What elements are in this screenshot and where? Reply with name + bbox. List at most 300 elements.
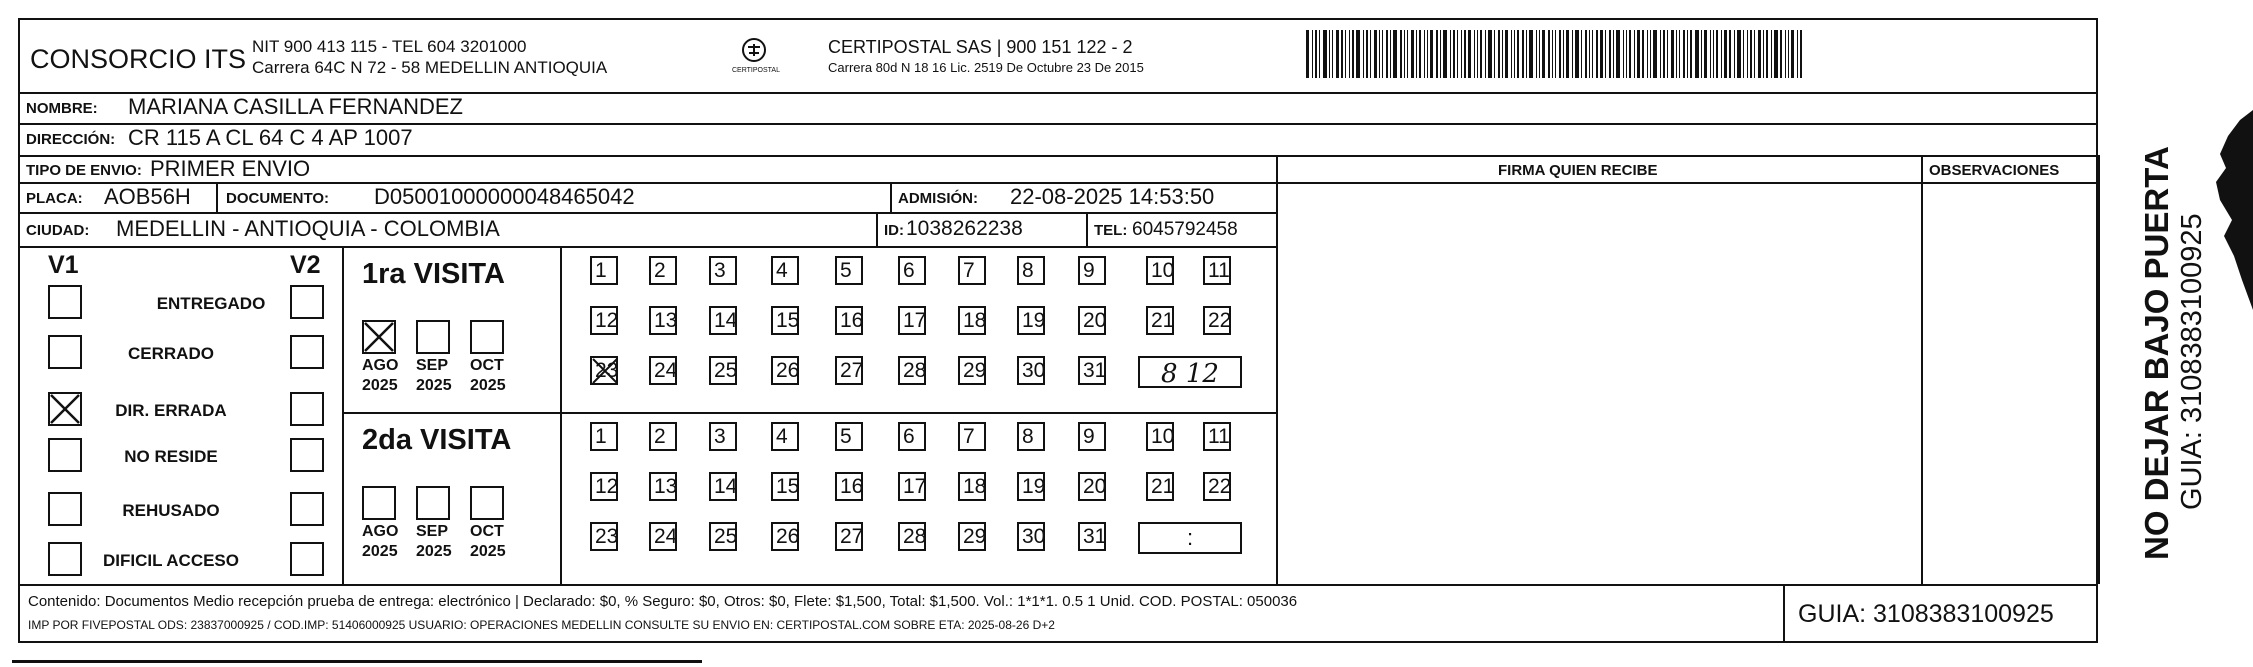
direccion-value: CR 115 A CL 64 C 4 AP 1007 <box>128 125 413 150</box>
day-number: 9 <box>1083 425 1095 448</box>
admision-value: 22-08-2025 14:53:50 <box>1010 184 1215 209</box>
barcode-bar <box>1382 30 1383 78</box>
day-number: 27 <box>840 359 864 382</box>
day-box[interactable] <box>835 422 863 451</box>
barcode-bar <box>1464 30 1466 78</box>
barcode-bar <box>1750 30 1752 78</box>
barcode-bar <box>1522 30 1524 78</box>
day-box[interactable] <box>1017 306 1045 335</box>
day-number: 12 <box>595 309 619 332</box>
day-box[interactable] <box>1017 356 1045 385</box>
day-box[interactable] <box>771 472 799 501</box>
id-value: 1038262238 <box>906 217 1023 240</box>
barcode-bar <box>1566 30 1569 78</box>
barcode-bar <box>1713 30 1714 78</box>
barcode-bar <box>1609 30 1611 78</box>
day-box[interactable] <box>1146 306 1174 335</box>
barcode-bar <box>1763 30 1764 78</box>
barcode-bar <box>1585 30 1587 78</box>
barcode-bar <box>1366 30 1368 78</box>
month-checkbox[interactable] <box>416 486 450 520</box>
v2-checkbox[interactable] <box>290 285 324 319</box>
day-number: 30 <box>1022 359 1046 382</box>
year-label: 2025 <box>416 543 452 560</box>
certipostal-logo <box>726 36 782 80</box>
placa-value: AOB56H <box>104 184 191 209</box>
barcode-bar <box>1505 30 1508 78</box>
barcode-bar <box>1511 30 1512 78</box>
barcode-bar <box>1647 30 1648 78</box>
day-box[interactable] <box>1078 522 1106 551</box>
barcode-bar <box>1771 30 1772 78</box>
day-box[interactable] <box>709 306 737 335</box>
barcode-bar <box>1589 30 1590 78</box>
barcode-bar <box>1502 30 1503 78</box>
day-number: 30 <box>1022 525 1046 548</box>
barcode-bar <box>1477 30 1478 78</box>
barcode-bar <box>1695 30 1699 78</box>
certipostal-address: Carrera 80d N 18 16 Lic. 2519 De Octubre 23 De 2015 <box>828 60 1144 75</box>
tel-label: TEL: <box>1094 222 1128 239</box>
tipo-envio-label: TIPO DE ENVIO: <box>26 162 142 179</box>
divider <box>1276 155 1278 584</box>
barcode-bar <box>1419 30 1421 78</box>
day-box[interactable] <box>709 356 737 385</box>
day-box[interactable] <box>649 522 677 551</box>
day-box[interactable] <box>709 422 737 451</box>
barcode-bar <box>1349 30 1350 78</box>
day-box[interactable] <box>1078 472 1106 501</box>
barcode-bar <box>1424 30 1425 78</box>
documento-value: D05001000000048465042 <box>374 184 635 209</box>
day-number: 9 <box>1083 259 1095 282</box>
day-box[interactable] <box>1078 306 1106 335</box>
day-box[interactable] <box>709 472 737 501</box>
barcode-bar <box>1623 30 1624 78</box>
day-box[interactable] <box>835 472 863 501</box>
day-number: 10 <box>1151 425 1175 448</box>
v2-checkbox[interactable] <box>290 392 324 426</box>
day-number: 16 <box>840 309 864 332</box>
day-box[interactable] <box>898 306 926 335</box>
day-box[interactable] <box>771 256 799 285</box>
barcode-bar <box>1637 30 1640 78</box>
barcode-bar <box>1710 30 1711 78</box>
barcode-bar <box>1390 30 1391 78</box>
barcode-bar <box>1514 30 1515 78</box>
status-option-label: NO RESIDE <box>124 447 218 466</box>
barcode-bar <box>1319 30 1320 78</box>
day-number: 13 <box>654 309 678 332</box>
day-box[interactable] <box>1146 422 1174 451</box>
barcode-bar <box>1605 30 1606 78</box>
divider <box>876 212 878 246</box>
barcode-bar <box>1542 30 1545 78</box>
day-number: 21 <box>1151 475 1175 498</box>
barcode-bar <box>1671 30 1674 78</box>
year-label: 2025 <box>416 377 452 394</box>
barcode-bar <box>1734 30 1735 78</box>
day-number: 25 <box>714 359 738 382</box>
barcode-bar <box>1411 30 1414 78</box>
day-number: 8 <box>1022 259 1034 282</box>
barcode-bar <box>1427 30 1428 78</box>
day-number: 15 <box>776 475 800 498</box>
barcode-bar <box>1539 30 1540 78</box>
day-number: 2 <box>654 259 666 282</box>
v2-checkbox[interactable] <box>290 492 324 526</box>
barcode-bar <box>1613 30 1614 78</box>
day-number: 13 <box>654 475 678 498</box>
year-label: 2025 <box>362 543 398 560</box>
day-number: 15 <box>776 309 800 332</box>
month-checkbox[interactable] <box>470 486 504 520</box>
day-number: 3 <box>714 259 726 282</box>
day-number: 27 <box>840 525 864 548</box>
day-box[interactable] <box>1146 472 1174 501</box>
ciudad-value: MEDELLIN - ANTIOQUIA - COLOMBIA <box>116 216 500 241</box>
day-box[interactable] <box>958 422 986 451</box>
barcode-bar <box>1332 30 1333 78</box>
barcode-bar <box>1526 30 1527 78</box>
day-number: 20 <box>1083 475 1107 498</box>
day-box[interactable] <box>898 522 926 551</box>
barcode-bar <box>1679 30 1680 78</box>
month-checkbox[interactable] <box>362 320 396 354</box>
month-label: SEP <box>416 523 449 540</box>
day-number: 8 <box>1022 425 1034 448</box>
day-box[interactable] <box>1017 256 1045 285</box>
month-checkbox[interactable] <box>416 320 450 354</box>
barcode-bar <box>1774 30 1778 78</box>
scan-line <box>12 660 702 663</box>
day-box[interactable] <box>590 356 618 385</box>
barcode-bar <box>1780 30 1782 78</box>
barcode-bar <box>1626 30 1627 78</box>
barcode-bar <box>1400 30 1402 78</box>
placa-label: PLACA: <box>26 190 83 207</box>
barcode-bar <box>1356 30 1360 78</box>
day-box[interactable] <box>771 306 799 335</box>
month-label: OCT <box>470 357 504 374</box>
day-number: 31 <box>1083 525 1107 548</box>
barcode-bar <box>1729 30 1731 78</box>
month-checkbox[interactable] <box>362 486 396 520</box>
day-box[interactable] <box>958 256 986 285</box>
day-box[interactable] <box>1017 472 1045 501</box>
day-box[interactable] <box>1078 422 1106 451</box>
day-number: 25 <box>714 525 738 548</box>
day-number: 10 <box>1151 259 1175 282</box>
day-box[interactable] <box>649 306 677 335</box>
barcode-bar <box>1660 30 1661 78</box>
day-box[interactable] <box>958 356 986 385</box>
barcode-bar <box>1450 30 1451 78</box>
day-number: 1 <box>595 259 607 282</box>
barcode-bar <box>1555 30 1556 78</box>
status-option-label: CERRADO <box>128 344 214 363</box>
barcode-bar <box>1517 30 1519 78</box>
barcode-bar <box>1758 30 1761 78</box>
month-label: SEP <box>416 357 449 374</box>
day-box[interactable] <box>898 422 926 451</box>
barcode-bar <box>1683 30 1685 78</box>
day-number: 7 <box>963 259 975 282</box>
day-number: 11 <box>1208 425 1230 448</box>
v1-label: V1 <box>48 251 79 279</box>
barcode-bar <box>1634 30 1635 78</box>
barcode-bar <box>1572 30 1573 78</box>
status-option-label: DIFICIL ACCESO <box>102 551 239 570</box>
day-box[interactable] <box>835 356 863 385</box>
divider <box>18 246 1276 248</box>
barcode-bar <box>1386 30 1388 78</box>
visit-title: 2da VISITA <box>362 424 512 456</box>
day-number: 23 <box>595 359 619 382</box>
day-number: 12 <box>595 475 619 498</box>
day-number: 17 <box>903 309 927 332</box>
barcode-bar <box>1721 30 1722 78</box>
barcode-bar <box>1488 30 1492 78</box>
day-box[interactable] <box>1017 522 1045 551</box>
month-checkbox[interactable] <box>470 320 504 354</box>
barcode-bar <box>1800 30 1802 78</box>
hour-box[interactable] <box>1138 356 1242 388</box>
day-number: 5 <box>840 259 852 282</box>
day-box[interactable] <box>1203 422 1231 451</box>
day-box[interactable] <box>649 422 677 451</box>
barcode-bar <box>1797 30 1798 78</box>
barcode-bar <box>1370 30 1371 78</box>
status-option-label: DIR. ERRADA <box>115 401 227 420</box>
certipostal-nit: CERTIPOSTAL SAS | 900 151 122 - 2 <box>828 37 1133 57</box>
barcode-bar <box>1687 30 1688 78</box>
logo-text: CERTIPOSTAL <box>732 67 780 74</box>
day-box[interactable] <box>1017 422 1045 451</box>
barcode-bar <box>1529 30 1533 78</box>
barcode-bar <box>1690 30 1692 78</box>
v2-checkbox[interactable] <box>290 438 324 472</box>
hour-value: 8 12 <box>1161 359 1219 389</box>
company-name: CONSORCIO ITS <box>30 44 247 74</box>
day-number: 18 <box>963 475 987 498</box>
day-box[interactable] <box>1203 306 1231 335</box>
divider <box>890 182 892 212</box>
company-address: Carrera 64C N 72 - 58 MEDELLIN ANTIOQUIA <box>252 58 608 77</box>
day-box[interactable] <box>771 522 799 551</box>
day-box[interactable] <box>835 256 863 285</box>
day-box[interactable] <box>649 472 677 501</box>
barcode-bar <box>1315 30 1317 78</box>
visit-title: 1ra VISITA <box>362 258 505 290</box>
barcode-bar <box>1642 30 1644 78</box>
divider <box>18 155 2098 157</box>
side-guia: GUIA: 3108383100925 <box>2176 213 2208 510</box>
day-number: 1 <box>595 425 607 448</box>
barcode-bar <box>1788 30 1789 78</box>
barcode-bar <box>1596 30 1598 78</box>
year-label: 2025 <box>470 377 506 394</box>
barcode-bar <box>1704 30 1707 78</box>
barcode-bar <box>1461 30 1462 78</box>
day-box[interactable] <box>958 306 986 335</box>
day-number: 28 <box>903 359 927 382</box>
day-number: 4 <box>776 259 788 282</box>
day-box[interactable] <box>1078 356 1106 385</box>
footer-content: Contenido: Documentos Medio recepción prueba de entrega: electrónico | Declarado: $0, % Seguro: $0, Otros: $0, Flete: $1,500, Total: $1,500. Vol.: 1*1*1. 0.5 1 Unid. COD. POSTAL: 050036 <box>28 593 1298 610</box>
barcode-bar <box>1494 30 1495 78</box>
day-number: 6 <box>903 425 915 448</box>
divider <box>216 182 218 212</box>
day-box[interactable] <box>590 256 618 285</box>
day-box[interactable] <box>958 472 986 501</box>
barcode-bar <box>1329 30 1330 78</box>
day-box[interactable] <box>590 522 618 551</box>
day-number: 19 <box>1022 309 1046 332</box>
ciudad-label: CIUDAD: <box>26 222 90 239</box>
nombre-label: NOMBRE: <box>26 100 98 117</box>
day-number: 26 <box>776 525 800 548</box>
barcode-bar <box>1592 30 1593 78</box>
divider <box>342 412 1276 414</box>
company-nit: NIT 900 413 115 - TEL 604 3201000 <box>252 37 527 56</box>
day-box[interactable] <box>835 306 863 335</box>
day-number: 18 <box>963 309 987 332</box>
barcode-bar <box>1474 30 1475 78</box>
nombre-value: MARIANA CASILLA FERNANDEZ <box>128 94 463 119</box>
day-box[interactable] <box>709 256 737 285</box>
no-dejar-bajo-puerta: NO DEJAR BAJO PUERTA <box>2138 146 2175 560</box>
barcode-bar <box>1616 30 1620 78</box>
barcode-bar <box>1563 30 1564 78</box>
hour-value: : <box>1186 525 1194 550</box>
barcode-bar <box>1724 30 1727 78</box>
day-number: 14 <box>714 475 738 498</box>
tipo-envio-value: PRIMER ENVIO <box>150 156 311 181</box>
barcode-bar <box>1404 30 1405 78</box>
barcode-bar <box>1374 30 1377 78</box>
barcode-bar <box>1559 30 1561 78</box>
day-number: 21 <box>1151 309 1175 332</box>
barcode-bar <box>1743 30 1744 78</box>
barcode-bar <box>1393 30 1397 78</box>
v2-checkbox[interactable] <box>290 542 324 576</box>
barcode-bar <box>1468 30 1471 78</box>
barcode-bar <box>1312 30 1313 78</box>
barcode-bar <box>1416 30 1417 78</box>
day-box[interactable] <box>1078 256 1106 285</box>
barcode-bar <box>1548 30 1550 78</box>
barcode-bar <box>1436 30 1438 78</box>
day-box[interactable] <box>590 422 618 451</box>
barcode-bar <box>1629 30 1631 78</box>
day-box[interactable] <box>590 472 618 501</box>
day-number: 23 <box>595 525 619 548</box>
day-box[interactable] <box>1146 256 1174 285</box>
year-label: 2025 <box>470 543 506 560</box>
day-number: 19 <box>1022 475 1046 498</box>
day-number: 24 <box>654 359 678 382</box>
barcode-bar <box>1485 30 1486 78</box>
year-label: 2025 <box>362 377 398 394</box>
day-box[interactable] <box>771 356 799 385</box>
day-number: 22 <box>1208 309 1232 332</box>
barcode-bar <box>1676 30 1677 78</box>
day-box[interactable] <box>649 256 677 285</box>
barcode-bar <box>1716 30 1718 78</box>
day-box[interactable] <box>898 256 926 285</box>
day-number: 5 <box>840 425 852 448</box>
month-label: AGO <box>362 523 399 540</box>
observaciones-label: OBSERVACIONES <box>1929 162 2060 179</box>
month-label: AGO <box>362 357 399 374</box>
id-label: ID: <box>884 222 904 239</box>
day-number: 20 <box>1083 309 1107 332</box>
day-number: 29 <box>963 525 987 548</box>
day-box[interactable] <box>958 522 986 551</box>
barcode-bar <box>1341 30 1343 78</box>
hour-box[interactable] <box>1138 522 1242 554</box>
day-box[interactable] <box>590 306 618 335</box>
day-number: 2 <box>654 425 666 448</box>
day-box[interactable] <box>771 422 799 451</box>
day-box[interactable] <box>898 472 926 501</box>
footer-print-info: IMP POR FIVEPOSTAL ODS: 23837000925 / COD.IMP: 51406000925 USUARIO: OPERACIONES MEDELLIN CONSULTE SU ENVIO EN: CERTIPOSTAL.COM SOBRE ETA: 2025-08-26 D+2 <box>28 618 1055 632</box>
direccion-label: DIRECCIÓN: <box>26 131 116 148</box>
day-number: 29 <box>963 359 987 382</box>
v2-label: V2 <box>290 251 321 279</box>
barcode-bar <box>1600 30 1603 78</box>
barcode-bar <box>1791 30 1794 78</box>
day-box[interactable] <box>1203 472 1231 501</box>
day-box[interactable] <box>898 356 926 385</box>
barcode-bar <box>1552 30 1553 78</box>
day-number: 14 <box>714 309 738 332</box>
day-box[interactable] <box>835 522 863 551</box>
day-number: 7 <box>963 425 975 448</box>
barcode-bar <box>1667 30 1668 78</box>
divider <box>1783 584 1785 643</box>
barcode-bar <box>1766 30 1768 78</box>
barcode-bar <box>1747 30 1748 78</box>
barcode-bar <box>1650 30 1651 78</box>
footer-guia: GUIA: 3108383100925 <box>1798 600 2054 628</box>
barcode-bar <box>1480 30 1482 78</box>
barcode-bar <box>1407 30 1408 78</box>
day-number: 4 <box>776 425 788 448</box>
barcode-bar <box>1785 30 1786 78</box>
divider <box>1921 155 1923 584</box>
day-box[interactable] <box>1203 256 1231 285</box>
divider <box>560 246 562 584</box>
barcode-bar <box>1430 30 1433 78</box>
barcode-bar <box>1336 30 1339 78</box>
divider <box>2098 155 2100 584</box>
day-box[interactable] <box>709 522 737 551</box>
day-box[interactable] <box>649 356 677 385</box>
barcode-bar <box>1653 30 1657 78</box>
day-number: 28 <box>903 525 927 548</box>
v2-checkbox[interactable] <box>290 335 324 369</box>
day-number: 24 <box>654 525 678 548</box>
day-number: 26 <box>776 359 800 382</box>
status-option-label: ENTREGADO <box>156 294 266 313</box>
barcode-bar <box>1575 30 1579 78</box>
day-number: 17 <box>903 475 927 498</box>
barcode-bar <box>1453 30 1455 78</box>
day-number: 3 <box>714 425 726 448</box>
barcode-bar <box>1457 30 1458 78</box>
